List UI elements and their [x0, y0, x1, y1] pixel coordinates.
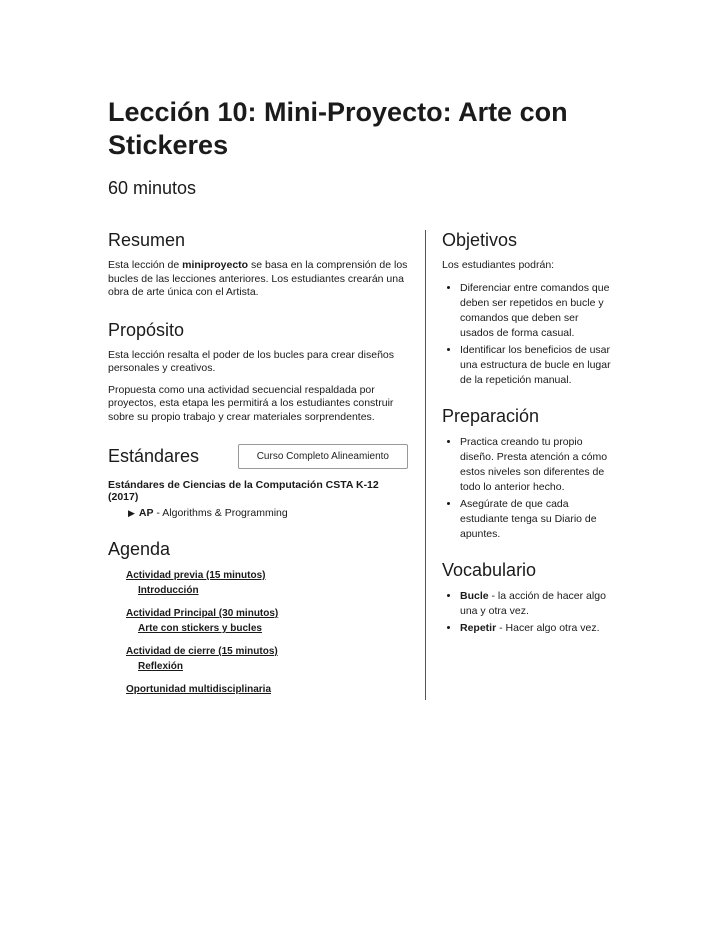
resumen-text-end: se basa en la comprensión de los bucles de las lecciones anteriores. Los estudiantes crearán una obra de arte única con el Artista. — [108, 259, 408, 298]
column-divider — [425, 230, 426, 700]
vocab-term: Bucle — [460, 589, 489, 602]
resumen-heading: Resumen — [108, 230, 186, 250]
agenda-link-warmup[interactable]: Actividad previa (15 minutos) — [126, 570, 266, 581]
objetivos-heading: Objetivos — [442, 230, 518, 250]
list-item: • Identificar los beneficios de usar una estructura de bucle en lugar de la repetición manual. — [460, 343, 612, 388]
agenda-group — [126, 568, 408, 598]
objetivos-list — [442, 281, 612, 388]
standards-framework-title: Estándares de Ciencias de la Computación CSTA K-12 (2017) — [108, 479, 379, 503]
vocab-definition: - la acción de hacer algo una y otra vez. — [460, 589, 606, 617]
standard-description: - Algorithms & Programming — [153, 507, 288, 519]
list-item: • Practica creando tu propio diseño. Presta atención a cómo estos niveles son diferentes de todo lo anterior hecho. — [460, 435, 612, 495]
proposito-section — [108, 320, 408, 425]
estandares-header — [108, 444, 408, 469]
resumen-text — [108, 259, 408, 300]
preparacion-section — [442, 406, 612, 542]
agenda-list — [108, 568, 408, 697]
agenda-link-sticker-art[interactable]: Arte con stickers y bucles — [138, 623, 262, 634]
objetivos-section — [442, 230, 612, 388]
expand-triangle-icon[interactable]: ▶ — [128, 508, 135, 518]
agenda-heading: Agenda — [108, 539, 171, 559]
estandares-heading: Estándares — [108, 446, 200, 466]
proposito-paragraph-1: Esta lección resalta el poder de los bucles para crear diseños personales y creativos. — [108, 348, 394, 374]
course-alignment-button[interactable]: Curso Completo Alineamiento — [238, 444, 408, 469]
agenda-link-extension[interactable]: Oportunidad multidisciplinaria — [126, 684, 272, 695]
vocab-term: Repetir — [460, 621, 497, 634]
resumen-section — [108, 230, 408, 300]
standard-code: AP — [138, 507, 154, 519]
lesson-duration: 60 minutos — [108, 178, 197, 198]
agenda-section — [108, 539, 408, 697]
vocab-definition: - Hacer algo otra vez. — [496, 621, 600, 634]
estandares-section — [108, 444, 408, 519]
proposito-paragraph-2: Propuesta como una actividad secuencial respaldada por proyectos, esta etapa les permitirá a los estudiantes construir sobre su propio trabajo y crear materiales sorprendentes. — [108, 383, 394, 423]
left-column — [108, 230, 408, 717]
vocab-item — [460, 621, 612, 636]
vocabulario-list — [442, 589, 612, 636]
agenda-group — [126, 644, 408, 674]
vocab-item — [460, 589, 612, 619]
resumen-bold-term: miniproyecto — [182, 259, 249, 271]
preparacion-list — [442, 435, 612, 542]
resumen-text-start: Esta lección de — [108, 259, 183, 271]
right-column — [442, 230, 612, 654]
list-item: • Diferenciar entre comandos que deben ser repetidos en bucle y comandos que deben ser usados de forma casual. — [460, 281, 612, 341]
list-item: • Asegúrate de que cada estudiante tenga su Diario de apuntes. — [460, 497, 612, 542]
standard-item[interactable] — [108, 507, 408, 519]
agenda-link-introduccion[interactable]: Introducción — [138, 585, 199, 596]
agenda-group — [126, 606, 408, 636]
agenda-link-wrap-up[interactable]: Actividad de cierre (15 minutos) — [126, 646, 278, 657]
vocabulario-heading: Vocabulario — [442, 559, 537, 580]
vocabulario-section — [442, 560, 612, 636]
agenda-group — [126, 682, 408, 697]
page-title: Lección 10: Mini-Proyecto: Arte con Stickeres — [108, 97, 568, 160]
proposito-heading: Propósito — [108, 319, 185, 340]
agenda-link-main-activity[interactable]: Actividad Principal (30 minutos) — [126, 608, 279, 619]
preparacion-heading: Preparación — [442, 405, 540, 426]
objetivos-intro: Los estudiantes podrán: — [442, 259, 555, 271]
agenda-link-reflexion[interactable]: Reflexión — [138, 661, 184, 672]
